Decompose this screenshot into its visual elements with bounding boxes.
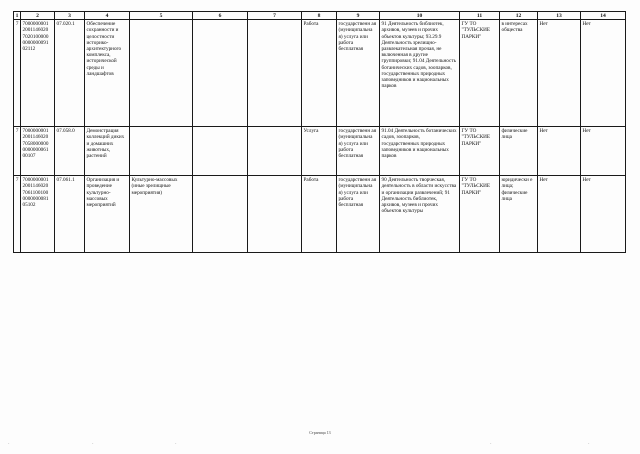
cell-type: Работа — [302, 176, 337, 253]
cell-type: Работа — [302, 20, 337, 127]
col-num: 2 — [21, 12, 55, 20]
column-number-row — [14, 12, 626, 20]
cell-name: Организация и проведение культурно-массовых мероприятий — [85, 176, 130, 253]
col-num: 5 — [130, 12, 193, 20]
page-footer: Страница 13 — [309, 430, 331, 435]
cell-payment: государственн ая (муниципальна я) услуга или работа бесплатная — [337, 127, 380, 176]
col-num: 11 — [460, 12, 500, 20]
cell-col13: Нет — [538, 176, 581, 253]
table-row — [14, 20, 626, 127]
cell-col7 — [248, 20, 302, 127]
cell-institution: ГУ ТО "ТУЛЬСКИЕ ПАРКИ" — [460, 127, 500, 176]
cell-code: 07.020.1 — [55, 20, 85, 127]
cell-col14: Нет — [581, 127, 626, 176]
cell-index: 7 — [14, 127, 21, 176]
cell-okved: 91 Деятельность библиотек, архивов, музеев и прочих объектов культуры; 93.29.9 Деятельность зрелищно-развлекательная прочая, не включенная в другие группировки; 91.04 Деятельность ботанических садов, зоопарков, государственных природных заповедников и национальных парков — [380, 20, 460, 127]
cell-registry-number: 7000000001 2001146020 7061100100 0000000081 05102 — [21, 176, 55, 253]
scan-mark: · — [490, 442, 492, 447]
cell-col6 — [193, 127, 248, 176]
cell-okved: 91.04 Деятельность ботанических садов, зоопарков, государственных природных заповедников и национальных парков — [380, 127, 460, 176]
cell-registry-number: 7000000001 2001146020 7020100000 0000000091 02112 — [21, 20, 55, 127]
scan-mark: · — [175, 442, 177, 447]
cell-content — [130, 20, 193, 127]
cell-col6 — [193, 20, 248, 127]
cell-index: 7 — [14, 176, 21, 253]
cell-col14: Нет — [581, 20, 626, 127]
cell-institution: ГУ ТО "ТУЛЬСКИЕ ПАРКИ" — [460, 20, 500, 127]
cell-content: Культурно-массовых (иные зрелищные мероприятия) — [130, 176, 193, 253]
cell-col7 — [248, 127, 302, 176]
cell-col14: Нет — [581, 176, 626, 253]
col-num: 6 — [193, 12, 248, 20]
table-row — [14, 127, 626, 176]
cell-code: 07.058.0 — [55, 127, 85, 176]
cell-name: Обеспечение сохранности и целостности историко-архитектурного комплекса, исторической среды и ландшафтов — [85, 20, 130, 127]
cell-col6 — [193, 176, 248, 253]
col-num: 8 — [302, 12, 337, 20]
col-num: 7 — [248, 12, 302, 20]
col-num: 10 — [380, 12, 460, 20]
cell-col7 — [248, 176, 302, 253]
cell-col13: Нет — [538, 127, 581, 176]
scan-mark: · — [588, 442, 590, 447]
col-num: 14 — [581, 12, 626, 20]
cell-okved: 90 Деятельность творческая, деятельность в области искусства и организации развлечений; 91 Деятельность библиотек, архивов, музеев и прочих объектов культуры — [380, 176, 460, 253]
scan-mark: · — [92, 442, 94, 447]
cell-consumers: юридически е лица; физические лица — [500, 176, 538, 253]
cell-content — [130, 127, 193, 176]
table-bottom-border — [14, 253, 626, 254]
cell-type: Услуга — [302, 127, 337, 176]
col-num: 12 — [500, 12, 538, 20]
col-num: 1 — [14, 12, 21, 20]
col-num: 9 — [337, 12, 380, 20]
cell-consumers: в интересах общества — [500, 20, 538, 127]
table-row — [14, 176, 626, 253]
scan-mark: · — [8, 442, 10, 447]
col-num: 13 — [538, 12, 581, 20]
col-num: 3 — [55, 12, 85, 20]
cell-registry-number: 7000000001 2001146020 7058000000 0000000061 00107 — [21, 127, 55, 176]
cell-payment: государственн ая (муниципальна я) услуга или работа бесплатная — [337, 20, 380, 127]
registry-table — [13, 11, 626, 253]
cell-consumers: физические лица — [500, 127, 538, 176]
cell-col13: Нет — [538, 20, 581, 127]
cell-index: 7 — [14, 20, 21, 127]
cell-code: 07.061.1 — [55, 176, 85, 253]
col-num: 4 — [85, 12, 130, 20]
cell-name: Демонстрация коллекций диких и домашних животных, растений — [85, 127, 130, 176]
cell-institution: ГУ ТО "ТУЛЬСКИЕ ПАРКИ" — [460, 176, 500, 253]
cell-payment: государственн ая (муниципальна я) услуга или работа бесплатная — [337, 176, 380, 253]
